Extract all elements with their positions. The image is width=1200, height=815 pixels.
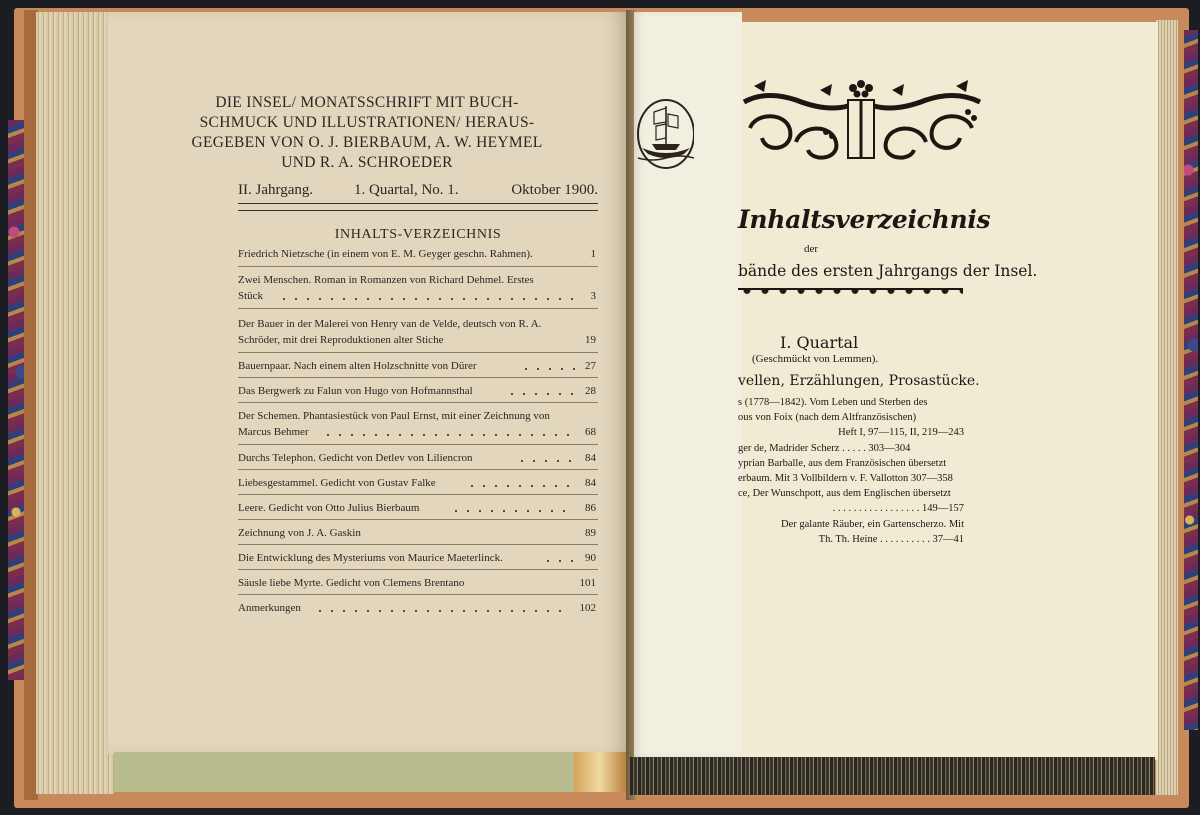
- toc-heading: INHALTS-VERZEICHNIS: [334, 227, 502, 242]
- toc-entry: [238, 475, 598, 491]
- toc-entry-text: Bauernpaar. Nach einem alten Holzschnitte von Dürer: [238, 360, 477, 372]
- toc-line: Th. Th. Heine . . . . . . . . . . 37—41: [818, 533, 964, 545]
- toc-entry-text: Das Bergwerk zu Falun von Hugo von Hofmannsthal: [238, 385, 473, 397]
- toc-entry-page: 3: [590, 290, 596, 302]
- toc-entry: [238, 272, 598, 304]
- right-toc-body: [738, 395, 964, 547]
- leader-dots: [542, 558, 576, 564]
- divider-rule: [238, 210, 598, 211]
- toc-entry-text: Die Entwicklung des Mysteriums von Maurice Maeterlinck.: [238, 552, 503, 564]
- toc-entry: [238, 408, 598, 440]
- toc-entry-text: Marcus Behmer: [238, 426, 309, 438]
- toc-entry-text: Liebesgestammel. Gedicht von Gustav Falke: [238, 477, 436, 489]
- leader-dots: [278, 296, 576, 302]
- masthead-line: GEGEBEN VON O. J. BIERBAUM, A. W. HEYMEL: [191, 134, 543, 151]
- woodcut-band: [630, 757, 1155, 795]
- masthead-line: DIE INSEL/ MONATSSCHRIFT MIT BUCH-: [215, 94, 519, 111]
- leader-dots: [516, 458, 574, 464]
- leader-dots: [520, 366, 576, 372]
- toc-entry: [238, 450, 598, 466]
- page-edge-strip: [114, 752, 574, 792]
- toc-line: s (1778—1842). Vom Leben und Sterben des: [738, 397, 928, 408]
- toc-entry-page: 28: [585, 385, 596, 397]
- toc-entry: [238, 500, 598, 516]
- leader-dots: [466, 483, 574, 489]
- toc-entry-text: Zeichnung von J. A. Gaskin: [238, 527, 361, 539]
- toc-entry: [238, 575, 598, 591]
- toc-separator: [238, 594, 598, 595]
- ornamental-rule: [738, 288, 963, 300]
- masthead: [132, 93, 602, 173]
- toc-separator: [238, 402, 598, 403]
- toc-entry-text: Zwei Menschen. Roman in Romanzen von Richard Dehmel. Erstes: [238, 274, 534, 286]
- toc-entry-page: 84: [585, 477, 596, 489]
- toc-entry-text: Der Schemen. Phantasiestück von Paul Ernst, mit einer Zeichnung von: [238, 410, 550, 422]
- leader-dots: [450, 508, 574, 514]
- issue-date: Oktober 1900.: [511, 182, 598, 198]
- page-stack-right: [1156, 20, 1178, 795]
- title-der: der: [804, 243, 819, 255]
- toc-entry: [238, 316, 598, 348]
- toc-entry-text: Schröder, mit drei Reproduktionen alter Stiche: [238, 334, 444, 346]
- toc-line: yprian Barballe, aus dem Französischen übersetzt: [738, 457, 947, 469]
- gilt-edge: [574, 752, 626, 792]
- toc-separator: [238, 377, 598, 378]
- toc-entry-text: Leere. Gedicht von Otto Julius Bierbaum: [238, 502, 420, 514]
- toc-line: ous von Foix (nach dem Altfranzösischen): [738, 412, 917, 424]
- issue-line: [238, 182, 598, 204]
- toc-entry-page: 19: [585, 334, 596, 346]
- leader-dots: [322, 432, 574, 438]
- toc-separator: [238, 469, 598, 470]
- toc-line: Der galante Räuber, ein Gartenscherzo. Mit: [781, 518, 964, 530]
- ship-vignette-icon: [632, 92, 694, 172]
- toc-entry-text: Stück: [238, 290, 264, 302]
- toc-entry: [238, 383, 598, 399]
- toc-entry: [238, 525, 598, 541]
- toc-entry-page: 68: [585, 426, 596, 438]
- vine-ornament-icon: [736, 72, 986, 172]
- toc-separator: [238, 444, 598, 445]
- toc-separator: [238, 308, 598, 309]
- toc-entry: [238, 246, 598, 262]
- toc-separator: [238, 569, 598, 570]
- leader-dots: [506, 391, 576, 397]
- masthead-line: UND R. A. SCHROEDER: [281, 154, 453, 171]
- toc-separator: [238, 519, 598, 520]
- toc-entry-page: 102: [579, 602, 596, 614]
- toc-line: erbaum. Mit 3 Vollbildern v. F. Vallotton 307—358: [738, 473, 953, 485]
- issue-quarter: 1. Quartal, No. 1.: [354, 182, 459, 198]
- toc-entry-text: Friedrich Nietzsche (in einem von E. M. Geyger geschn. Rahmen).: [238, 248, 533, 260]
- toc-entry-text: Der Bauer in der Malerei von Henry van de Velde, deutsch von R. A.: [238, 318, 542, 330]
- toc-line: ce, Der Wunschpott, aus dem Englischen übersetzt: [738, 488, 951, 500]
- toc-entry-text: Anmerkungen: [238, 602, 301, 614]
- toc-entry: [238, 358, 598, 374]
- toc-entry: [238, 550, 598, 566]
- toc-entry-page: 90: [585, 552, 596, 564]
- toc-entry-page: 89: [585, 527, 596, 539]
- marbled-endpaper-right: [1184, 30, 1198, 730]
- toc-entry-page: 84: [585, 452, 596, 464]
- quarter-heading: I. Quartal: [780, 333, 859, 352]
- toc-entry-page: 1: [590, 248, 596, 260]
- toc-separator: [238, 352, 598, 353]
- quarter-note: (Geschmückt von Lemmen).: [752, 353, 879, 365]
- page-title: Inhaltsverzeichnis: [738, 205, 991, 234]
- issue-volume: II. Jahrgang.: [238, 182, 314, 198]
- leader-dots: [314, 608, 570, 614]
- page-subtitle: bände des ersten Jahrgangs der Insel.: [738, 262, 1038, 280]
- toc-entry-text: Säusle liebe Myrte. Gedicht von Clemens Brentano: [238, 577, 465, 589]
- toc-entry-page: 86: [585, 502, 596, 514]
- masthead-line: SCHMUCK UND ILLUSTRATIONEN/ HERAUS-: [199, 114, 535, 131]
- toc-entry-text: Durchs Telephon. Gedicht von Detlev von Liliencron: [238, 452, 473, 464]
- toc-separator: [238, 544, 598, 545]
- page-stack-left: [36, 12, 114, 794]
- toc-line: Heft I, 97—115, II, 219—243: [838, 427, 964, 439]
- section-heading: vellen, Erzählungen, Prosastücke.: [738, 373, 980, 389]
- toc-entry-page: 101: [579, 577, 596, 589]
- toc-entry: [238, 600, 598, 616]
- toc-line: ger de, Madrider Scherz . . . . . 303—304: [738, 442, 911, 454]
- toc-line: . . . . . . . . . . . . . . . . . 149—157: [832, 503, 964, 515]
- toc-separator: [238, 266, 598, 267]
- toc-separator: [238, 494, 598, 495]
- toc-entry-page: 27: [585, 360, 596, 372]
